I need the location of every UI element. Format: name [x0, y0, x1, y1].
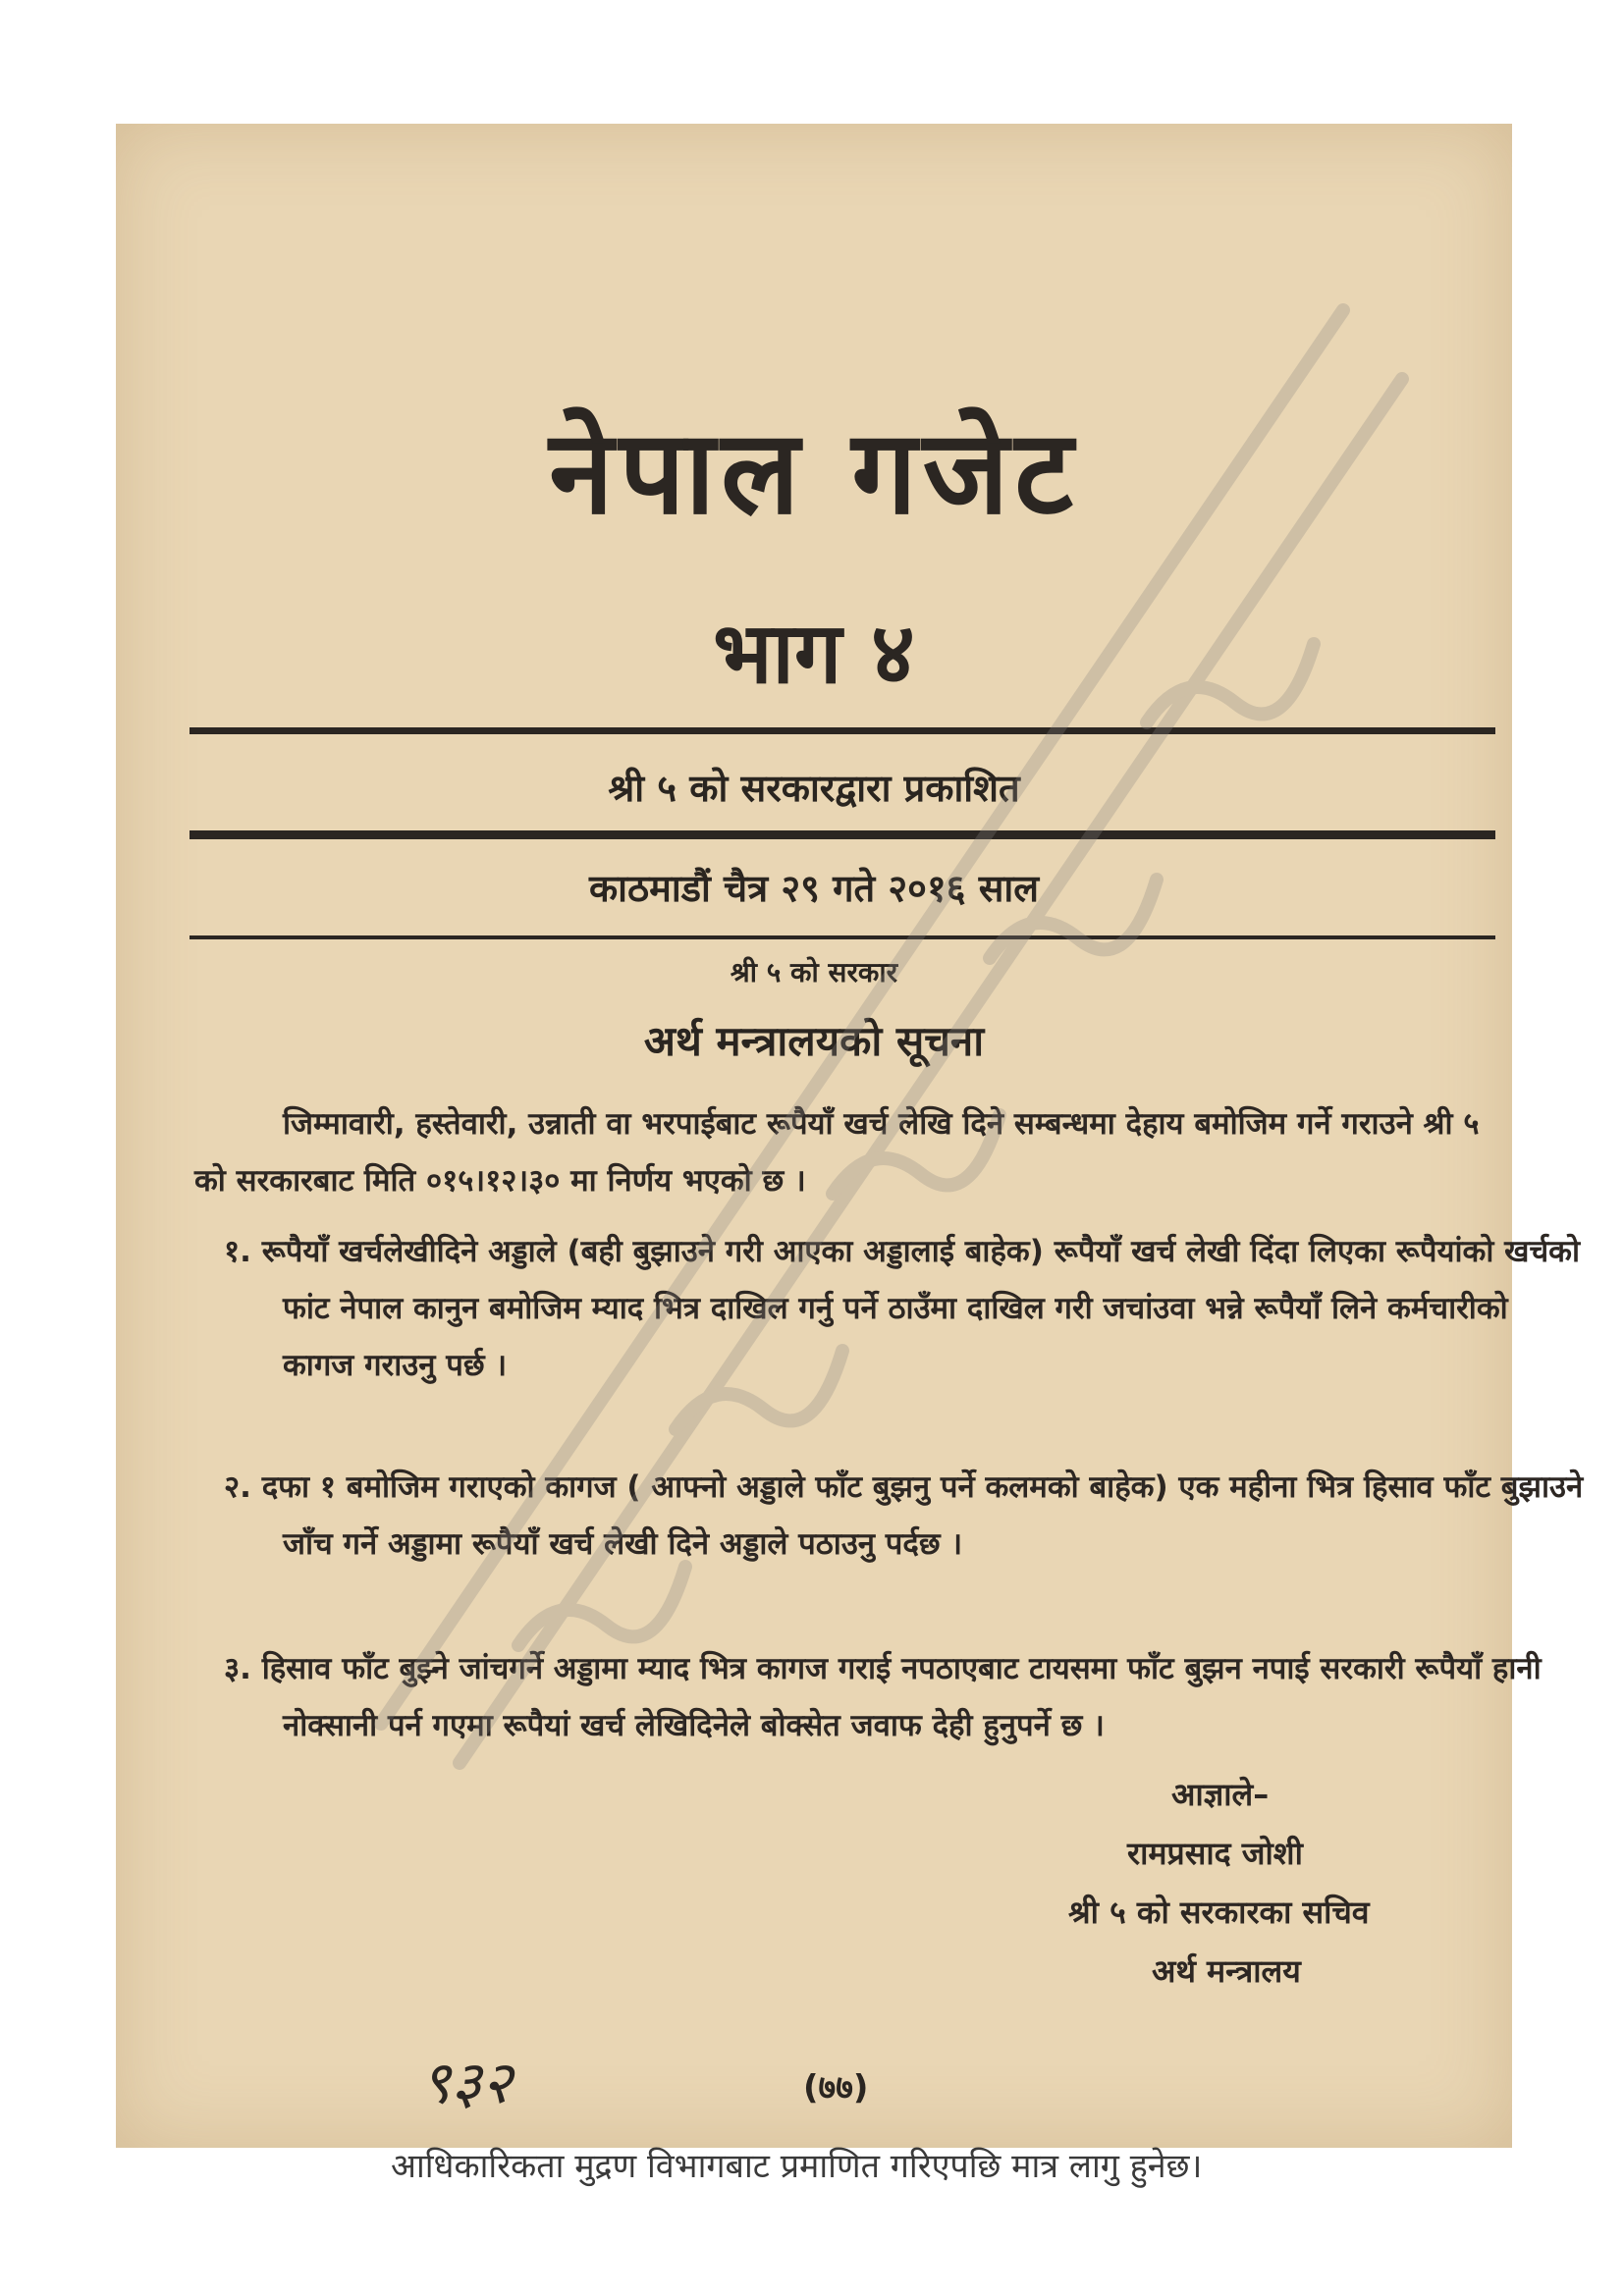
signatory-name: रामप्रसाद जोशी [1127, 1835, 1303, 1872]
by-order-label: आज्ञाले– [1171, 1776, 1270, 1813]
publisher-line: श्री ५ को सरकारद्वारा प्रकाशित [608, 767, 1020, 810]
signatory-title: श्री ५ को सरकारका सचिव [1068, 1894, 1370, 1931]
notice-heading: अर्थ मन्त्रालयको सूचना [643, 1017, 985, 1065]
notice-intro: जिम्मावारी, हस्तेवारी, उन्नाती वा भरपाईबाट रूपैयाँ खर्च लेखि दिने सम्बन्धमा देहाय बमोजिम गर्ने गराउने श्री ५ को सरकारबाट मिति ०१५।१२।३० मा निर्णय भएको छ । [194, 1106, 1480, 1199]
notice-item-3: ३. हिसाव फाँट बुझ्ने जांचगर्ने अड्डामा म्याद भित्र कागज गराई नपठाएबाट टायसमा फाँट बुझन नपाई सरकारी रूपैयाँ हानी नोक्सानी पर्न गएमा रूपैयां खर्च लेखिदिनेले बोक्सेत जवाफ देही हुनुपर्ने छ । [224, 1651, 1542, 1743]
dateline: काठमाडौं चैत्र २९ गते २०१६ साल [588, 867, 1039, 910]
notice-item-1: १. रूपैयाँ खर्चलेखीदिने अड्डाले (बही बुझाउने गरी आएका अड्डालाई बाहेक) रूपैयाँ खर्च लेखी दिंदा लिएका रूपैयांको खर्चको फांट नेपाल कानुन बमोजिम म्याद भित्र दाखिल गर्नु पर्ने ठाउँमा दाखिल गरी जचांउवा भन्ने रूपैयाँ लिने कर्मचारीको कागज गराउनु पर्छ । [224, 1234, 1581, 1383]
gazette-part: भाग ४ [713, 605, 915, 703]
signatory-office: अर्थ मन्त्रालय [1152, 1952, 1301, 1990]
notice-item-2: २. दफा १ बमोजिम गराएको कागज ( आफ्नो अड्डाले फाँट बुझनु पर्ने कलमको बाहेक) एक महीना भित्र हिसाव फाँट बुझाउने जाँच गर्ने अड्डामा रूपैयाँ खर्च लेखी दिने अड्डाले पठाउनु पर्दछ । [224, 1469, 1584, 1562]
gazette-title: नेपाल गजेट [549, 404, 1079, 540]
bottom-rule [189, 935, 1495, 939]
gazette-page [116, 124, 1584, 2186]
middle-rule [189, 830, 1495, 839]
footer-note: आधिकारिकता मुद्रण विभागबाट प्रमाणित गरिएपछि मात्र लागु हुनेछ। [391, 2147, 1203, 2186]
page-number: (७७) [803, 2068, 869, 2108]
handwritten-number: ९३२ [420, 2049, 513, 2117]
top-rule [189, 727, 1495, 734]
government-label: श्री ५ को सरकार [730, 956, 898, 988]
